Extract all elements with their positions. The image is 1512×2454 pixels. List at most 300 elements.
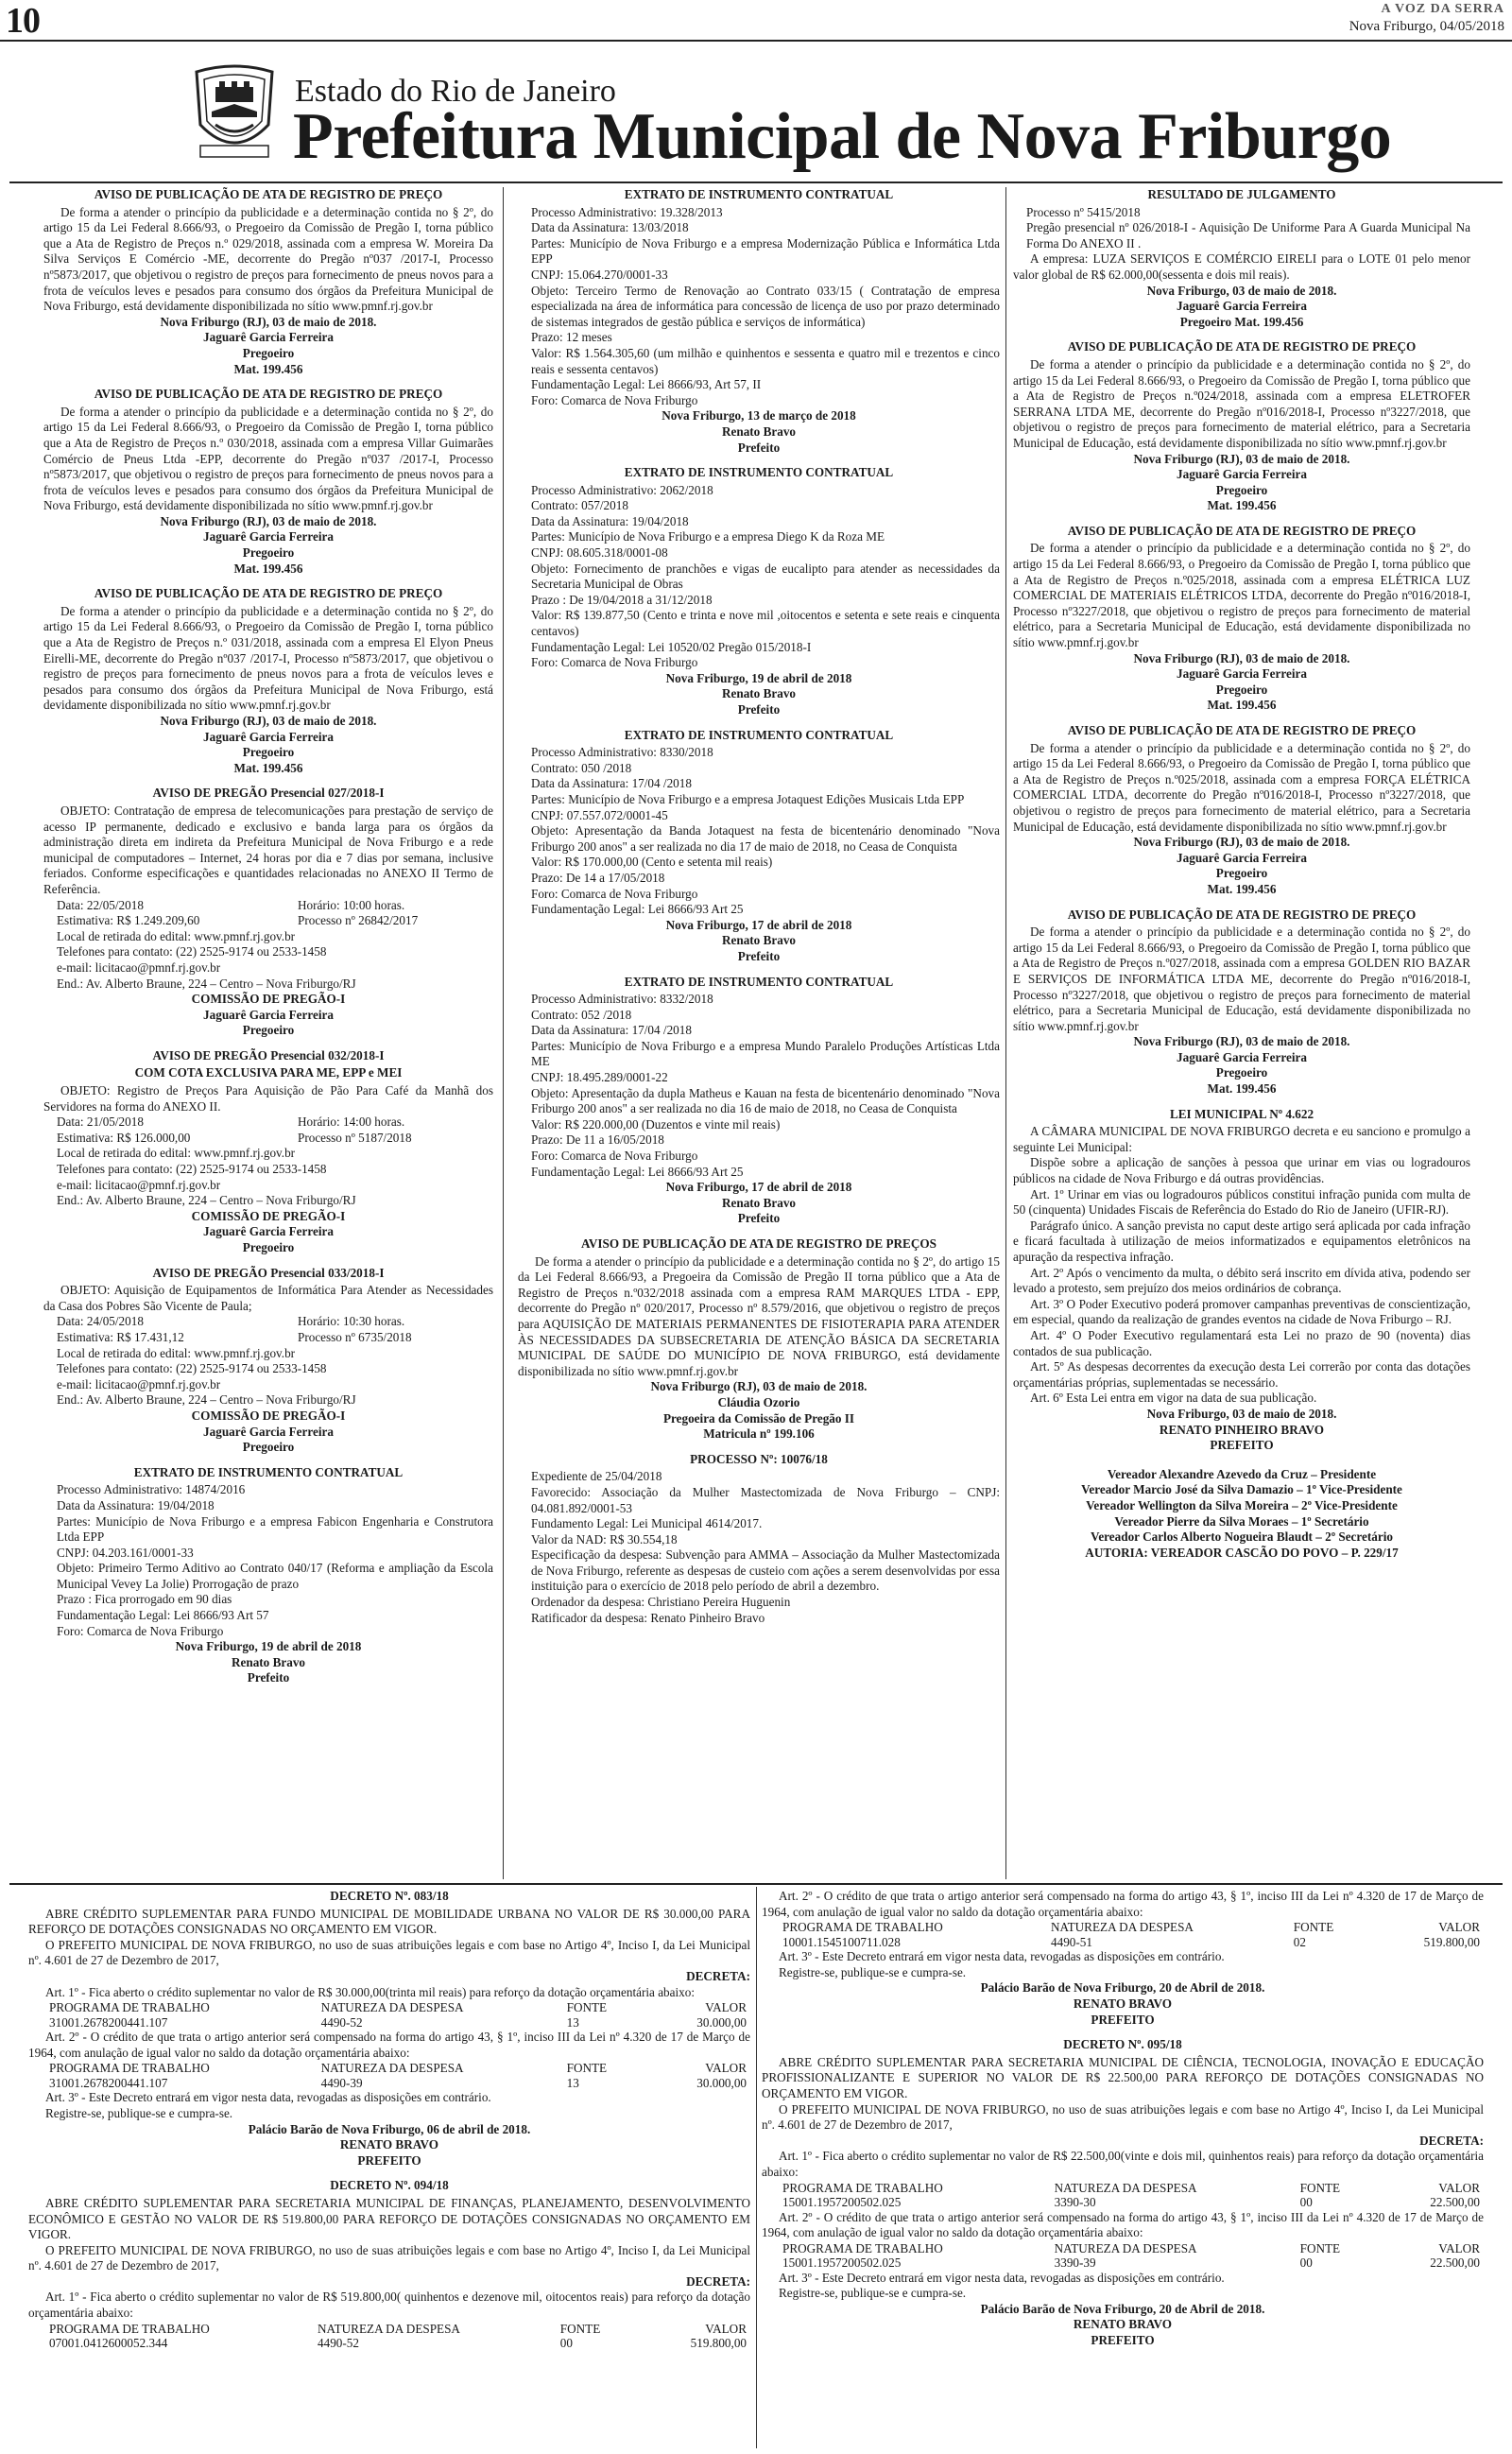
col-header: NATUREZA DA DESPESA: [1051, 1920, 1194, 1935]
date: Data: 21/05/2018: [57, 1115, 144, 1130]
signature-role: Pregoeiro: [242, 345, 295, 360]
notice-title: EXTRATO DE INSTRUMENTO CONTRATUAL: [133, 1464, 404, 1479]
time: Horário: 10:30 horas.: [298, 1314, 405, 1329]
signature-date: Nova Friburgo (RJ), 03 de maio de 2018.: [1133, 1034, 1350, 1049]
decree-closing: Registre-se, publique-se e cumpra-se.: [45, 2105, 233, 2120]
decree-preamble: O PREFEITO MUNICIPAL DE NOVA FRIBURGO, no uso de suas atribuições legais e com base no Artigo 4º, Inciso I, da Lei Municipal nº. 4.601 de 27 de Dezembro de 2017,: [28, 1937, 750, 1968]
time: Horário: 14:00 horas.: [298, 1115, 405, 1130]
col-header: VALOR: [1438, 2180, 1480, 2195]
process: Processo nº 26842/2017: [298, 913, 419, 928]
signature-role: Pregoeiro: [242, 745, 295, 760]
cell: 15001.1957200502.025: [782, 2255, 902, 2271]
result-line: Pregão presencial nº 026/2018-I - Aquisição De Uniforme Para A Guarda Municipal Na Forma Do ANEXO II .: [1026, 220, 1470, 251]
column-divider: [756, 1887, 757, 2448]
extract-line: Partes: Município de Nova Friburgo e a empresa Mundo Paralelo Produções Artísticas Ltda ME: [531, 1038, 1000, 1069]
extract-line: Objeto: Apresentação da Banda Jotaquest na festa de bicentenário denominado "Nova Friburgo 200 anos" a ser realizada no dia 17 de maio de 2018, no Ceasa de Conquista: [531, 823, 1000, 854]
cell: 4490-51: [1051, 1934, 1092, 1949]
col-header: NATUREZA DA DESPESA: [1054, 2180, 1197, 2195]
budget-table: [762, 1920, 1484, 1949]
notice-body: OBJETO: Registro de Preços Para Aquisição de Pão Para Café da Manhã dos Servidores na forma do ANEXO II.: [43, 1083, 493, 1114]
address: End.: Av. Alberto Braune, 224 – Centro – Nova Friburgo/RJ: [57, 976, 356, 991]
notice-body: De forma a atender o princípio da publicidade e a determinação contida no § 2º, do artigo 15 da Lei Federal 8.666/93, o Pregoeiro da Comissão de Pregão I, torna público que a Ata de Registro de Preços n.º025/2018, assinada com a empresa FORÇA ELÉTRICA COMERCIAL LTDA, decorrente do Pregão nº016/2018-I, Processo nº3227/2018, que objetivou o registro de preços para fornecimento de material elétrico, para a Secretaria Municipal de Educação, está devidamente disponibilizada no sítio www.pmnf.rj.gov.br: [1013, 740, 1470, 834]
process-10076: [518, 1452, 1000, 1627]
decree-decreta: DECRETA:: [686, 2273, 750, 2289]
table-row: [762, 2255, 1484, 2271]
extract-line: Fundamentação Legal: Lei 8666/93, Art 57, II: [531, 377, 762, 392]
signature-commission: COMISSÃO DE PREGÃO-I: [191, 1208, 346, 1223]
notice-ata-032: [518, 1236, 1000, 1443]
signature-role: PREFEITO: [1091, 2333, 1155, 2348]
notice-title: AVISO DE PUBLICAÇÃO DE ATA DE REGISTRO DE PREÇO: [1067, 339, 1417, 354]
cell: 02: [1293, 1934, 1306, 1949]
extract-line: Objeto: Primeiro Termo Aditivo ao Contrato 040/17 (Reforma e ampliação da Escola Municipal Vevey La Jolie) Prorrogação de prazo: [57, 1561, 493, 1591]
cell: 22.500,00: [1430, 2195, 1480, 2209]
notice-subtitle: COM COTA EXCLUSIVA PARA ME, EPP e MEI: [134, 1065, 403, 1080]
decree-095: [762, 2037, 1484, 2349]
cell: 13: [566, 2075, 579, 2090]
cell: 07001.0412600052.344: [49, 2336, 168, 2351]
extract-line: Prazo : De 19/04/2018 a 31/12/2018: [531, 592, 713, 607]
extract-line: Partes: Município de Nova Friburgo e a empresa Fabicon Engenharia e Construtora Ltda EPP: [57, 1513, 493, 1545]
signature-date: Nova Friburgo, 03 de maio de 2018.: [1146, 283, 1337, 298]
col-header: NATUREZA DA DESPESA: [320, 2061, 464, 2076]
col-header: VALOR: [705, 2061, 747, 2076]
signature-name: RENATO PINHEIRO BRAVO: [1159, 1422, 1325, 1437]
signature-name: Jaguarê Garcia Ferreira: [1177, 666, 1307, 682]
cell: 4490-39: [320, 2075, 363, 2090]
edital-location: Local de retirada do edital: www.pmnf.rj.gov.br: [57, 1345, 296, 1360]
notice-title: EXTRATO DE INSTRUMENTO CONTRATUAL: [624, 727, 894, 742]
signature-role: Pregoeiro: [242, 1240, 295, 1254]
result-line: Processo nº 5415/2018: [1026, 204, 1141, 219]
cell: 22.500,00: [1430, 2255, 1480, 2271]
decree-article: Art. 3º - Este Decreto entrará em vigor nesta data, revogadas as disposições em contrário.: [779, 2270, 1225, 2285]
table-row: [28, 2015, 750, 2031]
signature-mat: Mat. 199.456: [233, 760, 303, 775]
extract-line: CNPJ: 18.495.289/0001-22: [531, 1070, 668, 1085]
contract-extract-14874: [43, 1465, 493, 1686]
councilor-line: Vereador Marcio José da Silva Damazio – 1º Vice-Presidente: [1081, 1482, 1402, 1497]
notice-title: PROCESSO Nº: 10076/18: [690, 1451, 828, 1466]
law-text: Art. 1º Urinar em vias ou logradouros públicos constitui infração punida com multa de 50 (cinquenta) Unidades Fiscais de Referência do Estado do Rio de Janeiro (UFIR-RJ).: [1013, 1186, 1470, 1218]
signature-date: Nova Friburgo, 13 de março de 2018: [662, 408, 856, 423]
signature-name: Jaguarê Garcia Ferreira: [1177, 850, 1307, 865]
judgment-result: [1013, 187, 1470, 330]
budget-table: [762, 2181, 1484, 2210]
col-header: FONTE: [566, 2061, 608, 2076]
cell: 30.000,00: [696, 2014, 747, 2030]
cell: 00: [1299, 2195, 1313, 2209]
decree-decreta: DECRETA:: [1419, 2133, 1484, 2148]
signature-role: Prefeito: [737, 1211, 781, 1226]
notice-title: LEI MUNICIPAL Nº 4.622: [1169, 1106, 1314, 1121]
cell: 31001.2678200441.107: [49, 2014, 168, 2030]
notice-pregao-027: [43, 786, 493, 1039]
process-line: Especificação da despesa: Subvenção para AMMA – Associação da Mulher Mastectomizada de Nova Friburgo, referente as despesas de custeio com ações a serem desenvolvidas por essa instituição para o exercício de 2018 pelo período de abril a dezembro.: [531, 1547, 1000, 1594]
decree-article: Art. 2º - O crédito de que trata o artigo anterior será compensado na forma do artigo 43, § 1º, inciso III da Lei nº 4.320 de 17 de Março de 1964, com anulação de igual valor no saldo da dotação orçamentária abaixo:: [762, 1889, 1484, 1919]
edital-location: Local de retirada do edital: www.pmnf.rj.gov.br: [57, 1146, 296, 1161]
notice-title: AVISO DE PUBLICAÇÃO DE ATA DE REGISTRO DE PREÇO: [1067, 723, 1417, 737]
extract-line: Data da Assinatura: 19/04/2018: [531, 513, 689, 528]
cell: 519.800,00: [1423, 1934, 1480, 1949]
signature-role: Pregoeiro: [242, 545, 295, 561]
process-line: Fundamento Legal: Lei Municipal 4614/2017.: [531, 1516, 763, 1531]
signature-mat: Matricula nº 199.106: [703, 1426, 815, 1442]
signature-name: Cláudia Ozorio: [717, 1394, 800, 1409]
extract-line: Valor: R$ 220.000,00 (Duzentos e vinte mil reais): [531, 1116, 781, 1132]
notice-body: De forma a atender o princípio da publicidade e a determinação contida no § 2º, do artigo 15 da Lei Federal 8.666/93, o Pregoeiro da Comissão de Pregão I, torna público que a Ata de Registro de Preços n.º 031/2018, assinada com a empresa El Elyon Pneus Eirelli-ME, decorrente do Pregão nº037 /2017-I, Processo nº5873/2017, que objetivou o registro de preços para fornecimento de pneus novos para a frota de veículos leves e pesados para consumo dos órgãos da Prefeitura Municipal de Nova Friburgo, está devidamente disponibilizada no sítio www.pmnf.rj.gov.br: [43, 603, 493, 713]
email: e-mail: licitacao@pmnf.rj.gov.br: [57, 1177, 221, 1192]
notice-title: RESULTADO DE JULGAMENTO: [1147, 187, 1336, 201]
table-row: [28, 2336, 750, 2351]
extract-line: Prazo: De 11 a 16/05/2018: [531, 1132, 664, 1148]
notice-pregao-033: [43, 1266, 493, 1456]
notice-ata-027: [1013, 907, 1470, 1097]
decree-article: Art. 3º - Este Decreto entrará em vigor nesta data, revogadas as disposições em contrário.: [779, 1949, 1225, 1964]
extract-line: Contrato: 050 /2018: [531, 760, 632, 775]
notice-ata-024: [1013, 339, 1470, 514]
signature-name: Renato Bravo: [231, 1654, 306, 1669]
col-header: PROGRAMA DE TRABALHO: [49, 2321, 210, 2336]
column-2: [518, 187, 1000, 1881]
decree-preamble: O PREFEITO MUNICIPAL DE NOVA FRIBURGO, no uso de suas atribuições legais e com base no Artigo 4º, Inciso I, da Lei Municipal nº. 4.601 de 27 de Dezembro de 2017,: [28, 2242, 750, 2273]
signature-name: Renato Bravo: [721, 423, 797, 439]
extract-line: Processo Administrativo: 14874/2016: [57, 1482, 246, 1497]
budget-table: [28, 2322, 750, 2351]
address: End.: Av. Alberto Braune, 224 – Centro – Nova Friburgo/RJ: [57, 1193, 356, 1208]
table-row: [28, 2076, 750, 2091]
law-text: Parágrafo único. A sanção prevista no caput deste artigo será aplicada por cada infração e ficará facultada à utilização de meios informatizados e equipamentos eletrônicos na apuração da respectiva infração.: [1013, 1218, 1470, 1264]
extract-line: Prazo : Fica prorrogado em 90 dias: [57, 1592, 232, 1607]
edition-date: Nova Friburgo, 04/05/2018: [1349, 19, 1504, 34]
extract-line: Processo Administrativo: 2062/2018: [531, 482, 713, 497]
signature-role: Prefeito: [737, 948, 781, 963]
cell: 10001.1545100711.028: [782, 1934, 901, 1949]
budget-table: [28, 2061, 750, 2090]
process-line: Expediente de 25/04/2018: [531, 1469, 662, 1484]
law-text: Art. 4º O Poder Executivo regulamentará esta Lei no prazo de 90 (noventa) dias contados de sua publicação.: [1013, 1327, 1470, 1358]
header-rule: [9, 181, 1503, 183]
decree-083: [28, 1889, 750, 2169]
col-header: PROGRAMA DE TRABALHO: [49, 2000, 210, 2015]
signature-name: Renato Bravo: [721, 686, 797, 701]
extract-line: Fundamentação Legal: Lei 10520/02 Pregão 015/2018-I: [531, 639, 812, 654]
law-text: Art. 6º Esta Lei entra em vigor na data de sua publicação.: [1030, 1391, 1317, 1406]
signature-date: Nova Friburgo, 03 de maio de 2018.: [1146, 1406, 1337, 1421]
decree-heading: ABRE CRÉDITO SUPLEMENTAR PARA FUNDO MUNICIPAL DE MOBILIDADE URBANA NO VALOR DE R$ 30.000,00 PARA REFORÇO DE DOTAÇÕES CONSIGNADAS NO ORÇAMENTO EM VIGOR.: [28, 1906, 750, 1937]
signature-mat: Mat. 199.456: [1207, 1081, 1277, 1097]
extract-line: Data da Assinatura: 13/03/2018: [531, 220, 689, 235]
table-row: [762, 1935, 1484, 1950]
process-line: Ordenador da despesa: Christiano Pereira Huguenin: [531, 1595, 791, 1610]
process: Processo nº 6735/2018: [298, 1329, 412, 1344]
signature-mat: Mat. 199.456: [1207, 498, 1277, 513]
signature-name: Jaguarê Garcia Ferreira: [203, 330, 334, 345]
extract-line: CNPJ: 15.064.270/0001-33: [531, 267, 668, 282]
notice-body: De forma a atender o princípio da publicidade e a determinação contida no § 2º, do artigo 15 da Lei Federal 8.666/93, o Pregoeiro da Comissão de Pregão I, torna público que a Ata de Registro de Preços n.º 030/2018, assinada com a empresa Villar Guimarães Comércio de Pneus Ltda -EPP, decorrente do Pregão nº037 /2017-I, Processo nº5873/2017, que objetivou o registro de preços para fornecimento de pneus novos para a frota de veículos leves e pesados para consumo dos órgãos da Prefeitura Municipal de Nova Friburgo, está devidamente disponibilizada no sítio www.pmnf.rj.gov.br: [43, 404, 493, 513]
result-line: A empresa: LUZA SERVIÇOS E COMÉRCIO EIRELI para o LOTE 01 pelo menor valor global de R$ 62.000,00(sessenta e dois mil reais).: [1013, 251, 1470, 282]
top-rule: [0, 40, 1512, 42]
notice-title: EXTRATO DE INSTRUMENTO CONTRATUAL: [624, 974, 894, 989]
cell: 00: [1299, 2255, 1313, 2271]
signature-role: Pregoeiro: [1215, 482, 1268, 497]
notice-ata-031: [43, 586, 493, 776]
extract-line: CNPJ: 08.605.318/0001-08: [531, 545, 668, 561]
signature-date: Palácio Barão de Nova Friburgo, 06 de abril de 2018.: [248, 2121, 531, 2136]
contract-extract-8332: [518, 975, 1000, 1228]
signature-name: RENATO BRAVO: [339, 2137, 439, 2152]
signature-date: Nova Friburgo, 17 de abril de 2018: [665, 1180, 852, 1195]
notice-title: AVISO DE PUBLICAÇÃO DE ATA DE REGISTRO DE PREÇOS: [581, 1236, 936, 1251]
notice-body: OBJETO: Aquisição de Equipamentos de Informática Para Atender as Necessidades da Casa dos Pobres São Vicente de Paula;: [43, 1283, 493, 1313]
signature-role: Pregoeiro: [1215, 866, 1268, 881]
phone: Telefones para contato: (22) 2525-9174 ou 2533-1458: [57, 1162, 327, 1177]
time: Horário: 10:00 horas.: [298, 897, 405, 912]
estimate: Estimativa: R$ 126.000,00: [57, 1130, 191, 1145]
cell: 31001.2678200441.107: [49, 2075, 168, 2090]
col-header: FONTE: [1293, 1920, 1334, 1935]
signature-role: Pregoeiro: [242, 1440, 295, 1455]
cell: 15001.1957200502.025: [782, 2195, 902, 2209]
decree-article: Art. 2º - O crédito de que trata o artigo anterior será compensado na forma do artigo 43, § 1º, inciso III da Lei nº 4.320 de 17 de Março de 1964, com anulação de igual valor no saldo da dotação orçamentária abaixo:: [762, 2209, 1484, 2240]
decree-preamble: O PREFEITO MUNICIPAL DE NOVA FRIBURGO, no uso de suas atribuições legais e com base no Artigo 4º, Inciso I, da Lei Municipal nº. 4.601 de 27 de Dezembro de 2017,: [762, 2101, 1484, 2133]
extract-line: Prazo: 12 meses: [531, 330, 612, 345]
extract-line: Processo Administrativo: 8332/2018: [531, 992, 713, 1007]
signature-date: Nova Friburgo, 17 de abril de 2018: [665, 917, 852, 932]
notice-title: AVISO DE PUBLICAÇÃO DE ATA DE REGISTRO DE PREÇO: [1067, 523, 1417, 538]
extract-line: Fundamentação Legal: Lei 8666/93 Art 57: [57, 1608, 269, 1623]
decree-title: DECRETO Nº. 094/18: [330, 2178, 449, 2193]
signature-date: Nova Friburgo, 19 de abril de 2018: [665, 670, 852, 685]
signature-date: Nova Friburgo (RJ), 03 de maio de 2018.: [650, 1379, 868, 1394]
notice-body: De forma a atender o princípio da publicidade e a determinação contida no § 2º, do artigo 15 da Lei Federal 8.666/93, o Pregoeiro da Comissão de Pregão I, torna público que a Ata de Registro de Preços n.º024/2018, assinada com a empresa ELETROFER SERRANA LTDA ME, decorrente do Pregão nº016/2018-I, Processo nº3227/2018, que objetivou o registro de preços para fornecimento de material elétrico, para a Secretaria Municipal de Educação, está devidamente disponibilizada no sítio www.pmnf.rj.gov.br: [1013, 356, 1470, 450]
budget-table: [28, 2000, 750, 2030]
signature-name: Jaguarê Garcia Ferreira: [203, 729, 334, 744]
cell: 3390-30: [1054, 2195, 1096, 2209]
signature-name: RENATO BRAVO: [1073, 2317, 1173, 2332]
table-row: [762, 2195, 1484, 2210]
extract-line: Fundamentação Legal: Lei 8666/93 Art 25: [531, 902, 744, 917]
decree-closing: Registre-se, publique-se e cumpra-se.: [779, 2286, 967, 2301]
cell: 519.800,00: [690, 2336, 747, 2351]
notice-body: De forma a atender o princípio da publicidade e a determinação contida no § 2º, do artigo 15 da Lei Federal 8.666/93, o Pregoeiro da Comissão de Pregão I, torna público que a Ata de Registro de Preços n.º 029/2018, assinada com a empresa W. Moreira Da Silva Serviços E Comércio -ME, decorrente do Pregão nº037 /2017-I, Processo nº5873/2017, que objetivou o registro de preços para fornecimento de pneus novos para a frota de veículos leves e pesados para consumo dos órgãos da Prefeitura Municipal de Nova Friburgo, está devidamente disponibilizada no sítio www.pmnf.rj.gov.br: [43, 204, 493, 314]
extract-line: Foro: Comarca de Nova Friburgo: [57, 1623, 224, 1638]
email: e-mail: licitacao@pmnf.rj.gov.br: [57, 959, 221, 975]
signature-mat: Mat. 199.456: [233, 361, 303, 376]
signature-role: PREFEITO: [1210, 1438, 1274, 1453]
col-header: PROGRAMA DE TRABALHO: [49, 2061, 210, 2076]
phone: Telefones para contato: (22) 2525-9174 ou 2533-1458: [57, 944, 327, 959]
edital-location: Local de retirada do edital: www.pmnf.rj.gov.br: [57, 928, 296, 943]
decree-article: Art. 3º - Este Decreto entrará em vigor nesta data, revogadas as disposições em contrário.: [45, 2090, 491, 2105]
signature-date: Nova Friburgo (RJ), 03 de maio de 2018.: [1133, 650, 1350, 665]
municipal-law-4622: [1013, 1107, 1470, 1562]
signature-role: Pregoeiro: [1215, 1065, 1268, 1080]
decree-heading: ABRE CRÉDITO SUPLEMENTAR PARA SECRETARIA MUNICIPAL DE CIÊNCIA, TECNOLOGIA, INOVAÇÃO E EDUCAÇÃO PROFISSIONALIZANTE E SUPERIOR NO VALOR DE R$ 22.500,00 PARA REFORÇO DE DOTAÇÕES CONSIGNADAS NO ORÇAMENTO EM VIGOR.: [762, 2054, 1484, 2100]
cell: 4490-52: [320, 2014, 363, 2030]
councilor-line: Vereador Carlos Alberto Nogueira Blaudt – 2º Secretário: [1091, 1529, 1393, 1545]
decree-decreta: DECRETA:: [686, 1968, 750, 1983]
col-header: FONTE: [559, 2321, 601, 2336]
notice-title: EXTRATO DE INSTRUMENTO CONTRATUAL: [624, 465, 894, 480]
extract-line: Data da Assinatura: 17/04 /2018: [531, 776, 692, 791]
notice-title: AVISO DE PREGÃO Presencial 032/2018-I: [152, 1047, 385, 1063]
notice-title: AVISO DE PUBLICAÇÃO DE ATA DE REGISTRO DE PREÇO: [94, 586, 443, 601]
phone: Telefones para contato: (22) 2525-9174 ou 2533-1458: [57, 1361, 327, 1376]
masthead-title: Prefeitura Municipal de Nova Friburgo: [293, 100, 1392, 173]
estimate: Estimativa: R$ 1.249.209,60: [57, 913, 200, 928]
signature-name: Jaguarê Garcia Ferreira: [1177, 467, 1307, 482]
decree-article: Art. 2º - O crédito de que trata o artigo anterior será compensado na forma do artigo 43, § 1º, inciso III da Lei nº 4.320 de 17 de Março de 1964, com anulação de igual valor no saldo da dotação orçamentária abaixo:: [28, 2030, 750, 2060]
signature-mat: Mat. 199.456: [1207, 698, 1277, 713]
signature-date: Nova Friburgo (RJ), 03 de maio de 2018.: [1133, 835, 1350, 850]
extract-line: Contrato: 052 /2018: [531, 1007, 632, 1022]
law-text: A CÂMARA MUNICIPAL DE NOVA FRIBURGO decreta e eu sanciono e promulgo a seguinte Lei Municipal:: [1013, 1124, 1470, 1154]
signature-name: Jaguarê Garcia Ferreira: [1177, 299, 1307, 314]
decree-article: Art. 1º - Fica aberto o crédito suplementar no valor de R$ 22.500,00(vinte e dois mil, quinhentos reais) para reforço da dotação orçamentária abaixo:: [762, 2149, 1484, 2179]
signature-role: Pregoeiro Mat. 199.456: [1179, 314, 1304, 329]
signature-commission: COMISSÃO DE PREGÃO-I: [191, 992, 346, 1007]
col-header: VALOR: [705, 2321, 747, 2336]
decree-title: DECRETO Nº. 083/18: [330, 1889, 449, 1903]
signature-role: Prefeito: [737, 702, 781, 717]
column-3: [1013, 187, 1470, 1881]
law-text: Art. 2º Após o vencimento da multa, o débito será inscrito em dívida ativa, podendo ser levado a protesto, sem prejuízo dos meios ordinários de cobrança.: [1013, 1265, 1470, 1296]
signature-date: Palácio Barão de Nova Friburgo, 20 de Abril de 2018.: [980, 2301, 1265, 2316]
signature-role: Prefeito: [737, 440, 781, 455]
extract-line: Data da Assinatura: 17/04 /2018: [531, 1023, 692, 1038]
signature-role: PREFEITO: [357, 2152, 421, 2168]
signature-name: Renato Bravo: [721, 1195, 797, 1210]
process-line: Favorecido: Associação da Mulher Mastectomizada de Nova Friburgo – CNPJ: 04.081.892/0001-53: [531, 1484, 1000, 1515]
bottom-rule: [9, 1883, 1503, 1885]
signature-name: RENATO BRAVO: [1073, 1996, 1173, 2011]
date: Data: 22/05/2018: [57, 897, 144, 912]
col-header: NATUREZA DA DESPESA: [1054, 2240, 1197, 2255]
signature-name: Jaguarê Garcia Ferreira: [203, 1224, 334, 1239]
signature-name: Jaguarê Garcia Ferreira: [203, 1007, 334, 1022]
contract-extract-8330: [518, 728, 1000, 965]
process-line: Valor da NAD: R$ 30.554,18: [531, 1531, 678, 1547]
notice-ata-025a: [1013, 524, 1470, 714]
authorship-line: AUTORIA: VEREADOR CASCÃO DO POVO – P. 229/17: [1085, 1545, 1399, 1560]
contract-extract-19328: [518, 187, 1000, 456]
extract-line: Foro: Comarca de Nova Friburgo: [531, 655, 698, 670]
notice-body: De forma a atender o princípio da publicidade e a determinação contida no § 2º, do artigo 15 da Lei Federal 8.666/93, a Pregoeira da Comissão de Pregão II torna público que a Ata de Registro de Preços n.º032/2018 assinada com a empresa RAM MARQUES LTDA - EPP, decorrente do Pregão nº 020/2017, Processo nº 8.579/2016, que objetivou o registro de preços para AQUISIÇÃO DE MATERIAIS PERMANENTES DE FISIOTERAPIA PARA ATENDER ÀS NECESSIDADES DA SUBSECRETARIA DE ATENÇÃO BÁSICA DA SECRETARIA MUNICIPAL DE SAÚDE DO MUNICÍPIO DE NOVA FRIBURGO, está devidamente disponibilizada no sítio www.pmnf.rj.gov.br: [518, 1253, 1000, 1378]
state-name: Estado do Rio de Janeiro: [295, 74, 616, 109]
decree-closing: Registre-se, publique-se e cumpra-se.: [779, 1964, 967, 1979]
estimate-row: [43, 1330, 493, 1346]
signature-name: Jaguarê Garcia Ferreira: [203, 1424, 334, 1439]
notice-pregao-032: [43, 1048, 493, 1256]
signature-role: Pregoeiro: [1215, 682, 1268, 697]
notice-title: EXTRATO DE INSTRUMENTO CONTRATUAL: [624, 187, 894, 201]
estimate: Estimativa: R$ 17.431,12: [57, 1329, 184, 1344]
extract-line: Objeto: Terceiro Termo de Renovação ao Contrato 033/15 ( Contratação de empresa especializada na área de informática para concessão de licença de uso por prazo determinado de sistemas integrados de gestão pública e serviços de informática): [531, 283, 1000, 329]
signature-date: Nova Friburgo (RJ), 03 de maio de 2018.: [160, 714, 377, 728]
col-header: PROGRAMA DE TRABALHO: [782, 2180, 943, 2195]
extract-line: Partes: Município de Nova Friburgo e a empresa Jotaquest Edições Musicais Ltda EPP: [531, 791, 965, 806]
decree-094-continued: [762, 1889, 1484, 2028]
bottom-left-column: [28, 1889, 750, 2448]
notice-ata-029: [43, 187, 493, 377]
signature-name: Jaguarê Garcia Ferreira: [203, 529, 334, 544]
decree-article: Art. 1º - Fica aberto o crédito suplementar no valor de R$ 519.800,00( quinhentos e dezenove mil, oitocentos reais) para reforço da dotação orçamentária abaixo:: [28, 2290, 750, 2321]
councilor-line: Vereador Wellington da Silva Moreira – 2º Vice-Presidente: [1086, 1497, 1398, 1512]
notice-ata-025b: [1013, 723, 1470, 898]
page-number: 10: [6, 1, 40, 41]
extract-line: Foro: Comarca de Nova Friburgo: [531, 886, 698, 901]
councilor-line: Vereador Pierre da Silva Moraes – 1º Secretário: [1114, 1513, 1369, 1529]
notice-title: AVISO DE PUBLICAÇÃO DE ATA DE REGISTRO DE PREÇO: [1067, 907, 1417, 922]
signature-role: PREFEITO: [1091, 2012, 1155, 2027]
signature-role: Prefeito: [247, 1670, 290, 1685]
notice-ata-030: [43, 387, 493, 577]
extract-line: Processo Administrativo: 8330/2018: [531, 745, 713, 760]
col-header: VALOR: [1438, 2240, 1480, 2255]
extract-line: Valor: R$ 1.564.305,60 (um milhão e quinhentos e sessenta e quatro mil e trezentos e cinco reais e sessenta centavos): [531, 345, 1000, 376]
notice-body: De forma a atender o princípio da publicidade e a determinação contida no § 2º, do artigo 15 da Lei Federal 8.666/93, o Pregoeiro da Comissão de Pregão I, torna público que a Ata de Registro de Preços n.º025/2018, assinada com a empresa ELÉTRICA LUZ COMERCIAL DE MATERIAIS ELÉTRICOS LTDA, decorrente do Pregão nº016/2018-I, Processo nº3227/2018, que objetivou o registro de preços para fornecimento de material elétrico, para a Secretaria Municipal de Educação, está devidamente disponibilizada no sítio www.pmnf.rj.gov.br: [1013, 541, 1470, 650]
extract-line: Foro: Comarca de Nova Friburgo: [531, 392, 698, 407]
signature-date: Nova Friburgo (RJ), 03 de maio de 2018.: [160, 314, 377, 329]
newspaper-name: A VOZ DA SERRA: [1381, 2, 1504, 16]
col-header: PROGRAMA DE TRABALHO: [782, 2240, 943, 2255]
notice-title: AVISO DE PUBLICAÇÃO DE ATA DE REGISTRO DE PREÇO: [94, 387, 443, 402]
cell: 3390-39: [1054, 2255, 1096, 2271]
councilor-line: Vereador Alexandre Azevedo da Cruz – Presidente: [1107, 1466, 1377, 1481]
col-header: VALOR: [705, 2000, 747, 2015]
email: e-mail: licitacao@pmnf.rj.gov.br: [57, 1376, 221, 1391]
col-header: VALOR: [1438, 1920, 1480, 1935]
law-text: Art. 3º O Poder Executivo poderá promover campanhas preventivas de conscientização, em especial, quando da realização de grandes eventos na cidade de Nova Friburgo – RJ.: [1013, 1296, 1470, 1327]
col-header: FONTE: [1299, 2180, 1341, 2195]
date-time-row: [43, 1115, 493, 1131]
column-divider: [503, 187, 504, 1879]
extract-line: Objeto: Apresentação da dupla Matheus e Kauan na festa de bicentenário denominado "Nova Friburgo 200 anos" a ser realizada no dia 16 de maio de 2018, no Ceasa de Conquista: [531, 1085, 1000, 1116]
notice-title: AVISO DE PREGÃO Presencial 033/2018-I: [152, 1265, 385, 1280]
extract-line: Objeto: Fornecimento de pranchões e vigas de eucalipto para atender as necessidades da Secretaria Municipal de Obras: [531, 561, 1000, 592]
col-header: PROGRAMA DE TRABALHO: [782, 1920, 943, 1935]
address: End.: Av. Alberto Braune, 224 – Centro – Nova Friburgo/RJ: [57, 1392, 356, 1408]
extract-line: Partes: Município de Nova Friburgo e a empresa Modernização Pública e Informática Ltda EPP: [531, 235, 1000, 267]
law-text: Art. 5º As despesas decorrentes da execução desta Lei correrão por conta das dotações orçamentárias próprias, suplementadas se necessário.: [1013, 1359, 1470, 1390]
decree-094: [28, 2178, 750, 2350]
extract-line: Contrato: 057/2018: [531, 498, 628, 513]
signature-role: Pregoeiro: [242, 1023, 295, 1038]
cell: 00: [559, 2336, 573, 2351]
signature-commission: COMISSÃO DE PREGÃO-I: [191, 1408, 346, 1423]
signature-mat: Mat. 199.456: [233, 561, 303, 576]
extract-line: Data da Assinatura: 19/04/2018: [57, 1497, 215, 1512]
extract-line: Foro: Comarca de Nova Friburgo: [531, 1149, 698, 1164]
extract-line: CNPJ: 04.203.161/0001-33: [57, 1545, 194, 1560]
signature-name: Renato Bravo: [721, 933, 797, 948]
date: Data: 24/05/2018: [57, 1314, 144, 1329]
signature-date: Nova Friburgo (RJ), 03 de maio de 2018.: [1133, 451, 1350, 466]
process-line: Ratificador da despesa: Renato Pinheiro Bravo: [531, 1610, 765, 1625]
signature-date: Nova Friburgo, 19 de abril de 2018: [175, 1639, 362, 1654]
contract-extract-2062: [518, 465, 1000, 718]
extract-line: Valor: R$ 170.000,00 (Cento e setenta mil reais): [531, 855, 773, 870]
extract-line: Valor: R$ 139.877,50 (Cento e trinta e nove mil ,oitocentos e setenta e sete reais e cinquenta centavos): [531, 608, 1000, 639]
extract-line: Partes: Município de Nova Friburgo e a empresa Diego K da Roza ME: [531, 529, 885, 544]
budget-table: [762, 2241, 1484, 2271]
law-text: Dispõe sobre a aplicação de sanções à pessoa que urinar em vias ou logradouros públicos na cidade de Nova Friburgo e dá outras providências.: [1013, 1155, 1470, 1186]
cell: 4490-52: [318, 2336, 359, 2351]
decree-title: DECRETO Nº. 095/18: [1063, 2037, 1182, 2052]
notice-title: AVISO DE PUBLICAÇÃO DE ATA DE REGISTRO DE PREÇO: [94, 187, 443, 201]
decree-article: Art. 1º - Fica aberto o crédito suplementar no valor de R$ 30.000,00(trinta mil reais) para reforço da dotação orçamentária abaixo:: [45, 1984, 696, 1999]
